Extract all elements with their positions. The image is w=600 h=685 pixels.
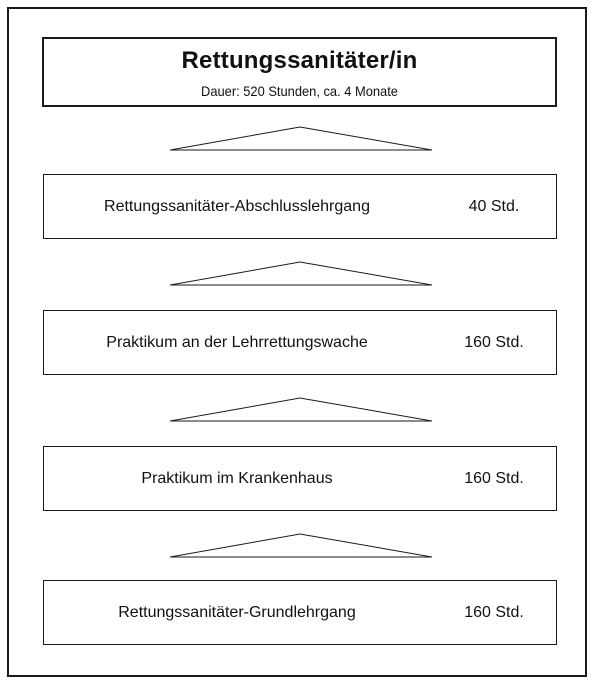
up-arrow-icon bbox=[170, 126, 432, 152]
stage-name: Praktikum im Krankenhaus bbox=[141, 469, 333, 487]
diagram-title: Rettungssanitäter/in bbox=[181, 47, 418, 74]
stage-name: Rettungssanitäter-Abschlusslehrgang bbox=[104, 197, 370, 215]
stage-box-lehrrettungswache bbox=[43, 310, 557, 375]
duration-subtitle: Dauer: 520 Stunden, ca. 4 Monate bbox=[201, 83, 398, 99]
up-arrow-icon bbox=[170, 533, 432, 559]
stage-box-abschlusslehrgang bbox=[43, 174, 557, 239]
up-arrow-icon bbox=[170, 261, 432, 287]
title-box bbox=[42, 37, 557, 107]
stage-hours: 40 Std. bbox=[468, 197, 520, 215]
up-arrow-icon bbox=[170, 397, 432, 423]
stage-name: Rettungssanitäter-Grundlehrgang bbox=[118, 603, 356, 621]
stage-name: Praktikum an der Lehrrettungswache bbox=[106, 333, 368, 351]
stage-box-krankenhaus bbox=[43, 446, 557, 511]
stage-box-grundlehrgang bbox=[43, 580, 557, 645]
stage-hours: 160 Std. bbox=[464, 469, 524, 487]
stage-hours: 160 Std. bbox=[464, 603, 524, 621]
stage-hours: 160 Std. bbox=[464, 333, 524, 351]
